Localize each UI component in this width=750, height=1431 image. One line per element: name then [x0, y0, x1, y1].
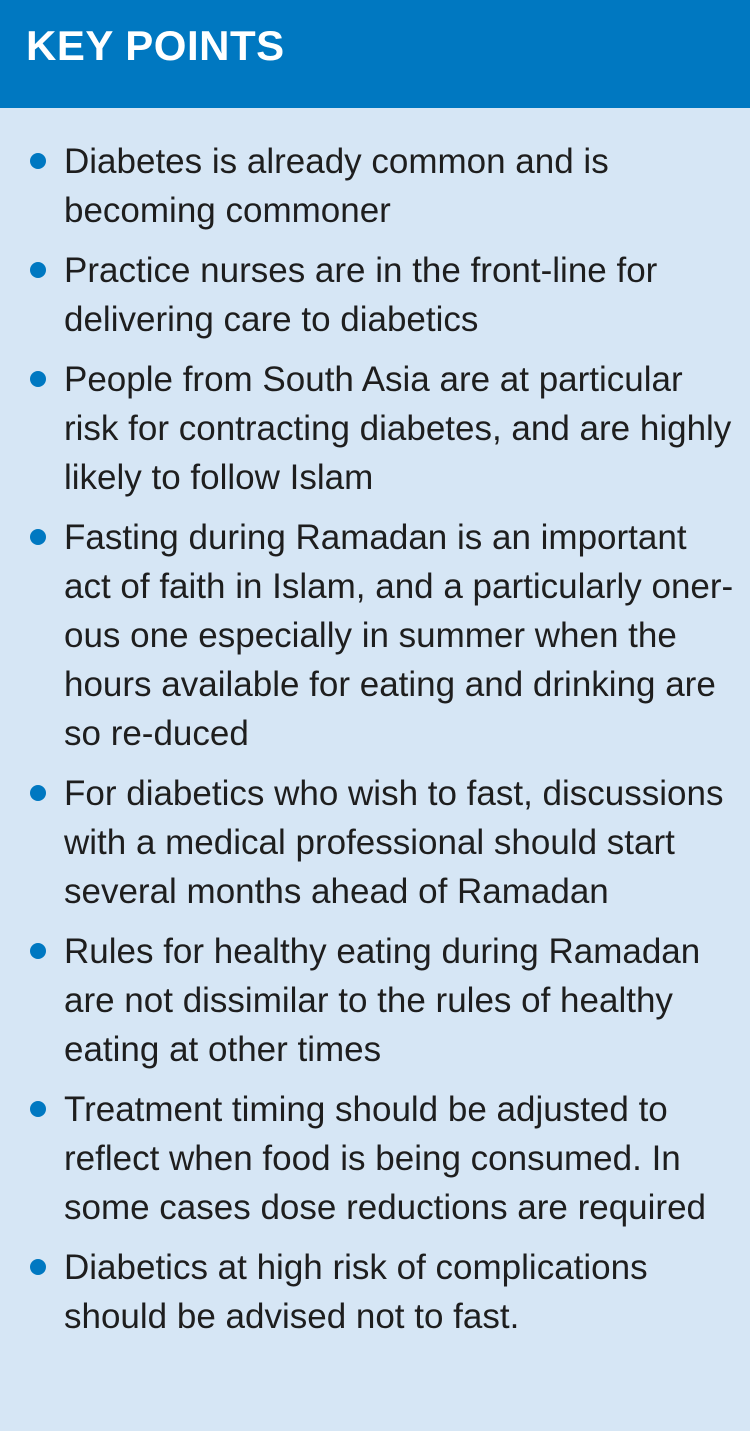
- key-point-text: Fasting during Ramadan is an important act of faith in Islam, and a particularly oner-ous one especially in summer when the hours available for eating and drinking are so re-duced: [64, 518, 734, 753]
- bullet-icon: [30, 262, 46, 278]
- key-point-text: For diabetics who wish to fast, discussions with a medical professional should start several months ahead of Ramadan: [64, 774, 724, 911]
- bullet-icon: [30, 529, 46, 545]
- list-item: [0, 513, 750, 758]
- bullet-icon: [30, 371, 46, 387]
- list-item: [0, 769, 750, 916]
- bullet-icon: [30, 1101, 46, 1117]
- bullet-icon: [30, 943, 46, 959]
- bullet-icon: [30, 785, 46, 801]
- key-points-title: KEY POINTS: [26, 22, 285, 69]
- list-item: [0, 1085, 750, 1232]
- bullet-icon: [30, 153, 46, 169]
- key-point-text: Practice nurses are in the front-line for delivering care to diabetics: [64, 251, 658, 339]
- list-item: [0, 137, 750, 235]
- key-point-text: People from South Asia are at particular risk for contracting diabetes, and are highly likely to follow Islam: [64, 360, 732, 497]
- key-point-text: Diabetes is already common and is becoming commoner: [64, 142, 609, 230]
- key-point-text: Rules for healthy eating during Ramadan are not dissimilar to the rules of healthy eating at other times: [64, 932, 701, 1069]
- key-point-text: Diabetics at high risk of complications should be advised not to fast.: [64, 1248, 648, 1336]
- bullet-icon: [30, 1259, 46, 1275]
- list-item: [0, 927, 750, 1074]
- list-item: [0, 1243, 750, 1341]
- key-points-list: [0, 137, 750, 1352]
- list-item: [0, 246, 750, 344]
- key-points-header: [0, 0, 750, 108]
- list-item: [0, 355, 750, 502]
- key-point-text: Treatment timing should be adjusted to reflect when food is being consumed. In some cases dose reductions are required: [64, 1090, 707, 1227]
